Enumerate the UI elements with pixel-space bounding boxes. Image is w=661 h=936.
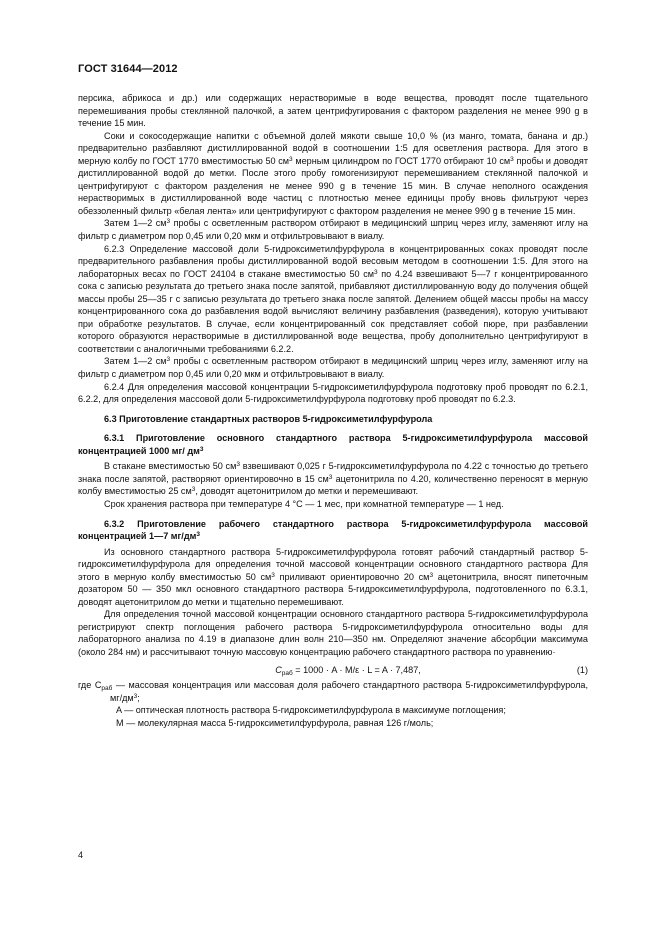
paragraph [78, 130, 588, 218]
definition-item: M — молекулярная масса 5-гидроксиметилфурфурола, равная 126 г/моль; [116, 717, 434, 728]
text-run: где C [78, 680, 102, 691]
document-body [78, 92, 588, 729]
text-run: 6.3.1 Приготовление основного стандартного раствора 5-гидроксиметилфурфурола массовой концентрацией 1000 мг/ дм [78, 433, 588, 456]
definition-item: A — оптическая плотность раствора 5-гидроксиметилфурфурола в максимуме поглощения; [116, 705, 506, 716]
page-number: 4 [78, 850, 84, 860]
paragraph: 6.2.4 Для определения массовой концентрации 5-гидроксиметилфурфурола подготовку проб проводят по 6.2.1, 6.2.2, для определения массовой доли 5-гидроксиметилфурфурола подготовку проб проводят по 6.2.3. [78, 381, 588, 405]
text-run: Соки и сокосодержащие напитки с объемной долей мякоти свыше 10,0 % (из манго, томата, банана и др.) предварительно разбавляют дистиллированной водой в соотношении 1:5 для осветления раствора. Для этого в мерную колбу по ГОСТ 1770 вместимостью 50 см [78, 130, 588, 166]
subsection-heading [78, 432, 588, 457]
superscript: 3 [510, 155, 514, 163]
paragraph: Для определения точной массовой концентрации основного стандартного раствора 5-гидроксиметилфурфурола регистрируют спектр поглощения рабочего раствора 5-гидроксиметилфурфурола относительно воды для лабораторного анализа по 4.19 в диапазоне длин волн 210—350 нм. Определяют значение абсорбции максимума (около 284 нм) и рассчитывают точную массовую концентрацию рабочего стандартного раствора по уравнению· [78, 609, 588, 657]
text-run: 6.3.2 Приготовление рабочего стандартного раствора 5-гидроксиметилфурфурола массовой концентрацией 1—7 мг/дм [78, 518, 588, 542]
superscript: 3 [199, 445, 204, 453]
text-run: Затем 1—2 см [104, 218, 167, 229]
text-run: В стакане вместимостью 50 см [104, 461, 237, 472]
text-run: взвешивают 0,025 г 5-гидроксиметилфурфурола по 4.22 с точностью до третьего знака после запятой, растворяют ориентировочно в 15 см [78, 461, 588, 484]
paragraph [78, 355, 588, 380]
section-heading: 6.3 Приготовление стандартных растворов 5-гидроксиметилфурфурола [104, 413, 433, 424]
superscript: 3 [374, 268, 378, 276]
superscript: 3 [236, 461, 240, 469]
superscript: 3 [133, 692, 138, 700]
superscript: 3 [271, 571, 275, 579]
text-run: мерным цилиндром по ГОСТ 1770 отбирают 10 см [292, 155, 511, 166]
paragraph [78, 243, 588, 356]
equation-formula [78, 664, 558, 677]
superscript: 3 [166, 218, 171, 226]
text-run: = 1000 · A · M/ε · L = A · 7,487, [292, 664, 421, 675]
superscript: 3 [429, 571, 434, 579]
subscript: раб [281, 669, 293, 677]
text-run: по 4.24 взвешивают 5—7 г концентрированного сока с записью результата до третьего знака после запятой, прибавляют дистиллированную воду до получения общей массы пробы 25—35 г с записью результата до третьего знака после запятой. Делением общей массы пробы на массу концентрированного сока до разбавления водой вычисляют величину разбавления (разведения), которую учитывают при обработке результатов. В случае, если концентрированный сок представляет собой пюре, при разбавлении которого образуются нерастворимые в дистиллированной воде вещества, пробу дополнительно центрифугируют в соответствии с аналогичными требованиями 6.2.2. [78, 268, 588, 354]
paragraph [78, 546, 588, 609]
superscript: 3 [328, 473, 333, 481]
text-run: пробы и доводят дистиллированной водой до метки. После этого пробу гомогенизируют перемешиванием стеклянной палочкой и центрифугируют с фактором разделения не менее 990 g в течение 15 мин. В случае неполного осаждения нерастворимых в дистиллированной воде частиц с плотностью менее единицы пробу вновь фильтруют через обеззоленный фильтр «белая лента» или центрифугируют с фактором разделения не менее 990 g в течение 15 мин. [78, 155, 588, 216]
superscript: 3 [166, 356, 171, 364]
equation-number: (1) [576, 664, 588, 675]
document-header: ГОСТ 31644—2012 [78, 63, 178, 75]
superscript: 3 [191, 486, 196, 494]
text-run: ; [137, 692, 140, 703]
text-run: , доводят ацетонитрилом до метки и перемешивают. [195, 486, 419, 497]
text-run: 6.2.3 Определение массовой доли 5-гидроксиметилфурфурола в концентрированных соках проводят после предварительного разбавления пробы дистиллированной водой весовым методом в соотношении 1:5. Для этого на лабораторных весах по ГОСТ 24104 в стакане вместимостью 50 см [78, 243, 588, 279]
paragraph: персика, абрикоса и др.) или содержащих нерастворимые в воде вещества, проводят после тщательного перемешивания пробы стеклянной палочкой, а затем центрифугирования с фактором разделения не менее 990 g в течение 15 мин. [78, 93, 588, 129]
text-run: Из основного стандартного раствора 5-гидроксиметилфурфурола готовят рабочий стандартный раствор 5-гидроксиметилфурфурола для определения точной массовой концентрации основного стандартного раствора Для этого в мерную колбу вместимостью 50 см [78, 546, 588, 582]
text-run: — массовая концентрация или массовая доля рабочего стандартного раствора 5-гидроксиметилфурфурола, мг/дм [110, 680, 588, 703]
paragraph [78, 217, 588, 242]
subscript: раб [101, 685, 113, 693]
text-run: пробы с осветленным раствором отбирают в медицинский шприц через иглу, заменяют иглу на фильтр с диаметром пор 0,45 или 0,20 мкм и отфильтровывают в виалу. [78, 218, 588, 242]
text-run: ацетонитрила по 4.20, количественно переносят в мерную колбу вместимостью 25 см [78, 473, 588, 497]
text-run: ацетонитрила, вносят пипеточным дозатором 50 — 350 мкл основного стандартного раствора 5-гидроксиметилфурфурола, подготовленного по 6.3.1, доводят ацетонитрилом до метки и тщательно перемешивают. [78, 571, 589, 607]
superscript: 3 [196, 531, 200, 539]
text-run: Затем 1—2 см [104, 356, 167, 367]
equation-symbol: C [275, 664, 282, 675]
equation [78, 664, 588, 677]
where-clause [78, 679, 588, 704]
text-run: приливают ориентировочно 20 см [274, 571, 430, 582]
text-run: пробы с осветленным раствором отбирают в медицинский шприц через иглу, заменяют иглу на фильтр с диаметром пор 0,45 или 0,20 мкм и отфильтровывают в виалу. [78, 356, 588, 380]
paragraph [78, 460, 588, 498]
paragraph: Срок хранения раствора при температуре 4 °С — 1 мес, при комнатной температуре — 1 нед. [104, 498, 504, 509]
subsection-heading [78, 518, 588, 543]
superscript: 3 [289, 155, 293, 163]
